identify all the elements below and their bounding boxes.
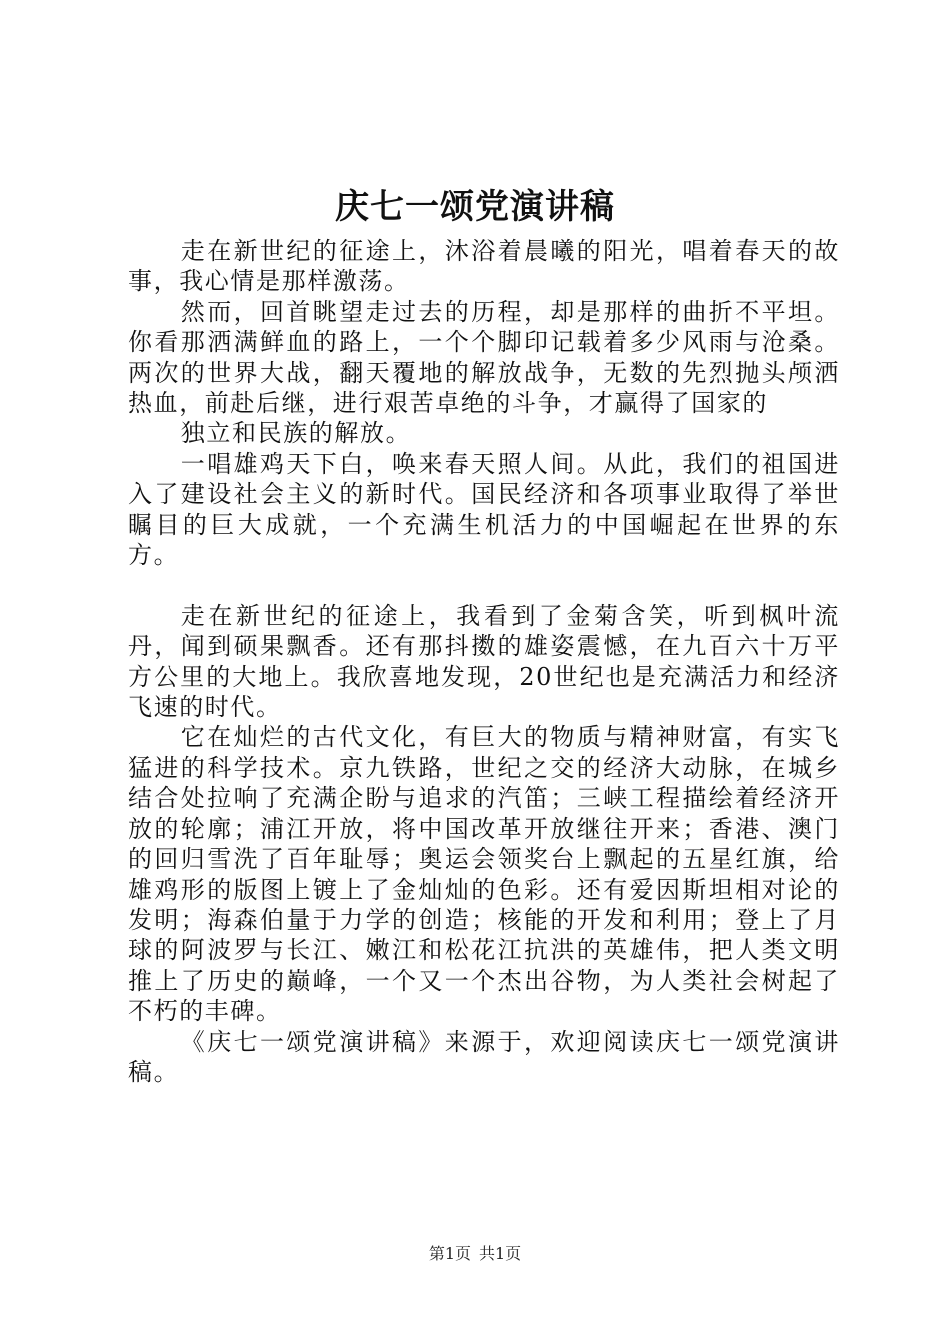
document-title: 庆七一颂党演讲稿 xyxy=(335,187,615,227)
page-footer xyxy=(0,1242,950,1266)
paragraph-4: 一唱雄鸡天下白，唤来春天照人间。从此，我们的祖国进入了建设社会主义的新时代。国民经济和各项事业取得了举世瞩目的巨大成就，一个充满生机活力的中国崛起在世界的东方。 xyxy=(128,449,840,570)
document-body xyxy=(128,236,840,1087)
page-number: 第1页 xyxy=(428,1244,471,1263)
paragraph-3: 独立和民族的解放。 xyxy=(180,419,412,448)
paragraph-6: 它在灿烂的古代文化，有巨大的物质与精神财富，有实飞猛进的科学技术。京九铁路，世纪之交的经济大动脉，在城乡结合处拉响了充满企盼与追求的汽笛；三峡工程描绘着经济开放的轮廓；浦江开放，将中国改革开放继往开来；香港、澳门的回归雪洗了百年耻辱；奥运会领奖台上飘起的五星红旗，给雄鸡形的版图上镀上了金灿灿的色彩。还有爱因斯坦相对论的发明；海森伯量于力学的创造；核能的开发和利用；登上了月球的阿波罗与长江、嫩江和松花江抗洪的英雄伟，把人类文明推上了历史的巅峰，一个又一个杰出谷物，为人类社会树起了不朽的丰碑。 xyxy=(128,723,840,1026)
paragraph-5: 走在新世纪的征途上，我看到了金菊含笑，听到枫叶流丹，闻到硕果飘香。还有那抖擞的雄姿震憾，在九百六十万平方公里的大地上。我欣喜地发现，20世纪也是充满活力和经济飞速的时代。 xyxy=(128,601,840,722)
paragraph-1: 走在新世纪的征途上，沐浴着晨曦的阳光，唱着春天的故事，我心情是那样激荡。 xyxy=(128,237,840,296)
paragraph-7: 《庆七一颂党演讲稿》来源于，欢迎阅读庆七一颂党演讲稿。 xyxy=(128,1027,840,1086)
paragraph-2: 然而，回首眺望走过去的历程，却是那样的曲折不平坦。你看那洒满鲜血的路上，一个个脚印记载着多少风雨与沧桑。两次的世界大战，翻天覆地的解放战争，无数的先烈抛头颅洒热血，前赴后继，进行艰苦卓绝的斗争，才赢得了国家的 xyxy=(128,297,840,418)
page-total: 共1页 xyxy=(479,1244,522,1263)
